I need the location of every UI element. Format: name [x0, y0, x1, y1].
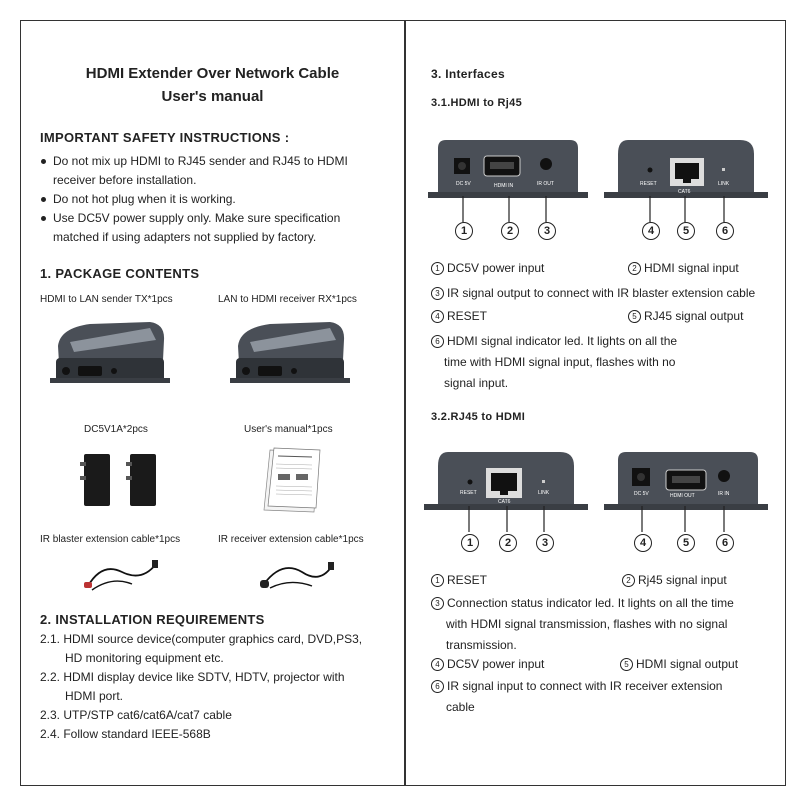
package-item-ir-receiver: IR receiver extension cable*1pcs — [218, 534, 364, 545]
sec2-heading: 3.2.RJ45 to HDMI — [431, 411, 526, 423]
install-item: 2.4. Follow standard IEEE-568B — [40, 727, 211, 741]
num-circle: 2 — [628, 262, 641, 275]
sec2-label-dc5v: DC 5V — [634, 491, 649, 497]
ir-blaster-cable-image — [82, 556, 162, 596]
sec2-leader-lines — [420, 506, 780, 536]
package-item-ir-blaster: IR blaster extension cable*1pcs — [40, 534, 181, 545]
sec1-label-ir-out: IR OUT — [537, 181, 554, 187]
num-circle: 6 — [431, 680, 444, 693]
install-item-cont: HD monitoring equipment etc. — [65, 651, 224, 665]
safety-heading: IMPORTANT SAFETY INSTRUCTIONS : — [40, 130, 290, 145]
sec1-callout-1: 1 — [455, 222, 473, 240]
sec2-desc-2: 2 Rj45 signal input — [622, 571, 727, 590]
column-divider — [404, 20, 406, 786]
sec2-callout-5: 5 — [677, 534, 695, 552]
num-circle: 2 — [622, 574, 635, 587]
receiver-front-panel — [604, 452, 768, 514]
num-circle: 1 — [431, 574, 444, 587]
interfaces-heading: 3. Interfaces — [431, 67, 505, 81]
power-adapter-image — [80, 448, 170, 510]
manual-title — [40, 62, 385, 108]
user-manual-image — [262, 448, 322, 514]
sec1-label-link: LINK — [718, 181, 730, 187]
sec2-label-hdmi-out: HDMI OUT — [670, 493, 695, 499]
sec1-callout-3: 3 — [538, 222, 556, 240]
package-item-manual: User's manual*1pcs — [244, 424, 333, 435]
title-line-2: User's manual — [161, 88, 264, 105]
install-item: 2.1. HDMI source device(computer graphics card, DVD,PS3, — [40, 632, 363, 646]
sec1-label-cat6: CAT6 — [678, 189, 691, 195]
sec1-callout-2: 2 — [501, 222, 519, 240]
sec1-label-dc5v: DC 5V — [456, 181, 471, 187]
sec1-callout-4: 4 — [642, 222, 660, 240]
sec2-desc-4: 4 DC5V power input — [431, 655, 544, 674]
sec2-desc-1: 1 RESET — [431, 571, 487, 590]
sec1-heading: 3.1.HDMI to Rj45 — [431, 97, 522, 109]
num-circle: 5 — [628, 310, 641, 323]
safety-list — [40, 152, 390, 247]
safety-item: Do not hot plug when it is working. — [40, 190, 390, 209]
package-item-receiver: LAN to HDMI receiver RX*1pcs — [218, 294, 357, 305]
safety-item-cont: matched if using adapters not supplied by factory. — [53, 230, 317, 244]
install-item-cont: HDMI port. — [65, 689, 124, 703]
safety-item: Use DC5V power supply only. Make sure specification — [40, 209, 390, 228]
sec2-callout-2: 2 — [499, 534, 517, 552]
install-list — [40, 630, 400, 744]
package-item-adapter: DC5V1A*2pcs — [84, 424, 148, 435]
num-circle: 4 — [431, 658, 444, 671]
sec2-label-link: LINK — [538, 490, 550, 496]
receiver-device-image — [230, 318, 350, 393]
sec1-callout-6: 6 — [716, 222, 734, 240]
num-circle: 3 — [431, 597, 444, 610]
sec2-desc-3: 3 Connection status indicator led. It lights on all the time with HDMI signal transmission, flashes with no signal transmission. — [431, 593, 771, 656]
sec1-desc-6: 6 HDMI signal indicator led. It lights on all the time with HDMI signal input, flashes with no signal input. — [431, 331, 751, 394]
sec1-label-reset: RESET — [640, 181, 657, 187]
sec1-desc-1: 1 DC5V power input — [431, 259, 544, 278]
sec2-desc-6: 6 IR signal input to connect with IR receiver extension cable — [431, 676, 771, 718]
sec2-label-cat6: CAT6 — [498, 499, 511, 505]
title-line-1: HDMI Extender Over Network Cable — [85, 65, 340, 82]
num-circle: 5 — [620, 658, 633, 671]
safety-item-cont: receiver before installation. — [53, 173, 197, 187]
sender-front-panel — [428, 140, 588, 202]
num-circle: 6 — [431, 335, 444, 348]
sec2-label-reset: RESET — [460, 490, 477, 496]
sec1-callout-5: 5 — [677, 222, 695, 240]
sec2-callout-6: 6 — [716, 534, 734, 552]
sec1-desc-3: 3 IR signal output to connect with IR blaster extension cable — [431, 284, 755, 303]
num-circle: 1 — [431, 262, 444, 275]
num-circle: 3 — [431, 287, 444, 300]
install-heading: 2. INSTALLATION REQUIREMENTS — [40, 612, 265, 627]
sec2-callout-4: 4 — [634, 534, 652, 552]
sec2-desc-5: 5 HDMI signal output — [620, 655, 738, 674]
sec1-label-hdmi-in: HDMI IN — [494, 183, 514, 189]
package-item-sender: HDMI to LAN sender TX*1pcs — [40, 294, 173, 305]
num-circle: 4 — [431, 310, 444, 323]
sec1-desc-5: 5 RJ45 signal output — [628, 307, 743, 326]
install-item: 2.2. HDMI display device like SDTV, HDTV, projector with — [40, 670, 345, 684]
sec1-desc-2: 2 HDMI signal input — [628, 259, 739, 278]
package-heading: 1. PACKAGE CONTENTS — [40, 266, 200, 281]
sec2-label-ir-in: IR IN — [718, 491, 730, 497]
sec2-callout-1: 1 — [461, 534, 479, 552]
sec1-desc-4: 4 RESET — [431, 307, 487, 326]
sec2-callout-3: 3 — [536, 534, 554, 552]
sender-device-image — [50, 318, 170, 393]
safety-item: Do not mix up HDMI to RJ45 sender and RJ45 to HDMI — [40, 152, 390, 171]
install-item: 2.3. UTP/STP cat6/cat6A/cat7 cable — [40, 708, 232, 722]
ir-receiver-cable-image — [258, 556, 338, 596]
